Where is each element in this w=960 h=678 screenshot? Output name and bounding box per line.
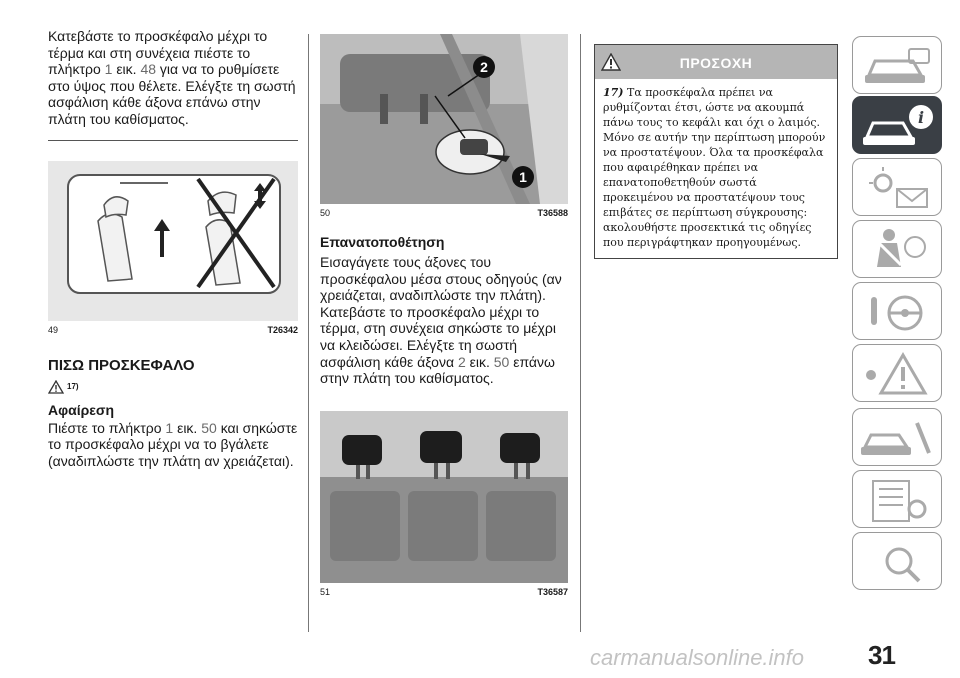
figure-51-caption <box>320 587 568 597</box>
tab-starting-driving[interactable] <box>852 282 942 340</box>
figure-50-caption <box>320 208 568 218</box>
figure-50 <box>320 34 568 204</box>
column-separator <box>308 34 309 632</box>
figure-number: 51 <box>320 586 331 597</box>
refit-ref-number: 2 <box>457 353 466 370</box>
warning-ref-number: 17) <box>67 382 79 392</box>
rear-seats-illustration <box>320 411 568 583</box>
removal-paragraph <box>48 420 298 470</box>
figure-number: 50 <box>320 208 331 218</box>
warning-title: ΠΡΟΣΟΧΗ <box>679 55 753 71</box>
divider <box>48 140 298 141</box>
airbag-seatbelt-icon <box>853 221 943 279</box>
intro-text-end: για να το ρυθμίσετε στο ύψος που θέλετε. Ελέγξτε τη σωστή ασφάλιση κάθε άξονα επάνω στην πλάτη του καθίσματος. <box>48 61 296 127</box>
index-search-icon <box>853 533 943 591</box>
removal-text-end: και σηκώστε το προσκέφαλο μέχρι να το βγάλετε (αναδιπλώστε την πλάτη αν χρειάζεται). <box>48 419 298 469</box>
removal-ref-number: 1 <box>165 419 174 436</box>
left-column <box>48 28 298 469</box>
warning-triangle-icon <box>48 380 64 394</box>
refit-paragraph <box>320 254 568 387</box>
figure-49-caption <box>48 325 298 335</box>
figure-51 <box>320 411 568 583</box>
tab-service[interactable] <box>852 408 942 466</box>
figure-code: T36587 <box>537 586 568 597</box>
middle-column <box>320 34 568 597</box>
emergency-triangle-icon <box>853 345 943 403</box>
car-service-icon <box>853 409 943 467</box>
tab-index[interactable] <box>852 532 942 590</box>
warning-box <box>594 44 838 259</box>
figure-code: T26342 <box>267 324 298 335</box>
intro-text: Κατεβάστε το προσκέφαλο μέχρι το τέρμα και στη συνέχεια πιέστε το πλήκτρο <box>48 28 268 78</box>
removal-text: Πιέστε το πλήκτρο <box>48 419 162 436</box>
tab-car-info[interactable] <box>852 96 942 154</box>
warning-lights-icon <box>853 159 943 217</box>
intro-fig-word: εικ. <box>116 61 137 78</box>
tab-car-dashboard[interactable] <box>852 36 942 94</box>
tab-emergency[interactable] <box>852 344 942 402</box>
section-title: ΠΙΣΩ ΠΡΟΣΚΕΦΑΛΟ <box>48 356 195 374</box>
steering-wheel-icon <box>853 283 943 341</box>
headrest-adjust-illustration <box>48 161 298 321</box>
tab-technical-data[interactable] <box>852 470 942 528</box>
intro-paragraph <box>48 28 298 128</box>
right-column <box>594 44 838 259</box>
figure-49 <box>48 161 298 321</box>
tab-warning-lights[interactable] <box>852 158 942 216</box>
warning-body <box>595 79 837 258</box>
column-separator <box>580 34 581 632</box>
intro-ref-number: 1 <box>104 61 113 78</box>
removal-fig-number: 50 <box>201 419 217 436</box>
car-dashboard-icon <box>853 37 943 95</box>
refit-text-end: επάνω στην πλάτη του καθίσματος. <box>320 353 555 387</box>
svg-text:i: i <box>918 108 925 127</box>
technical-data-icon <box>853 471 943 529</box>
refit-text: Εισαγάγετε τους άξονες του προσκέφαλου μέσα στους οδηγούς (αν χρειάζεται, αναδιπλώστε την πλάτη). Κατεβάστε το προσκέφαλο μέχρι το τέρμα, στη συνέχεια σηκώστε το μέχρι να κλειδώσει. Ελέγξτε τη σωστή ασφάλιση κάθε άξονα <box>320 254 562 370</box>
warning-reference <box>48 378 298 396</box>
figure-code: T36588 <box>537 208 568 218</box>
refit-fig-word: εικ. <box>469 353 490 370</box>
marker-1: 1 <box>512 166 534 188</box>
warning-ref-number: 17) <box>603 86 624 99</box>
tab-safety[interactable] <box>852 220 942 278</box>
page-number: 31 <box>868 640 895 670</box>
subsection-title-removal: Αφαίρεση <box>48 401 115 418</box>
intro-fig-number: 48 <box>140 61 157 78</box>
subsection-title-refit: Επανατοποθέτηση <box>320 234 445 250</box>
warning-header <box>595 45 837 79</box>
removal-fig-word: εικ. <box>177 419 198 436</box>
marker-2: 2 <box>473 56 495 78</box>
watermark: carmanualsonline.info <box>590 645 805 670</box>
car-info-icon <box>853 97 943 155</box>
warning-text: Τα προσκέφαλα πρέπει να ρυθμίζονται έτσι, ώστε να ακουμπά πάνω τους το κεφάλι και όχι ο λαιμός. Μόνο σε αυτήν την περίπτωση μπορούν να προστατέψουν. Όλα τα προσκέφαλα που αφαιρέθηκαν πρέπει να επανατοποθετηθούν σωστά προκειμένου να προστατέψουν τους επιβάτες σε περίπτωση σύγκρουσης: ακολουθήστε προσεκτικά τις οδηγίες που περιγράφτηκαν προηγουμένως. <box>603 86 826 249</box>
refit-fig-number: 50 <box>493 353 510 370</box>
figure-number: 49 <box>48 324 59 335</box>
